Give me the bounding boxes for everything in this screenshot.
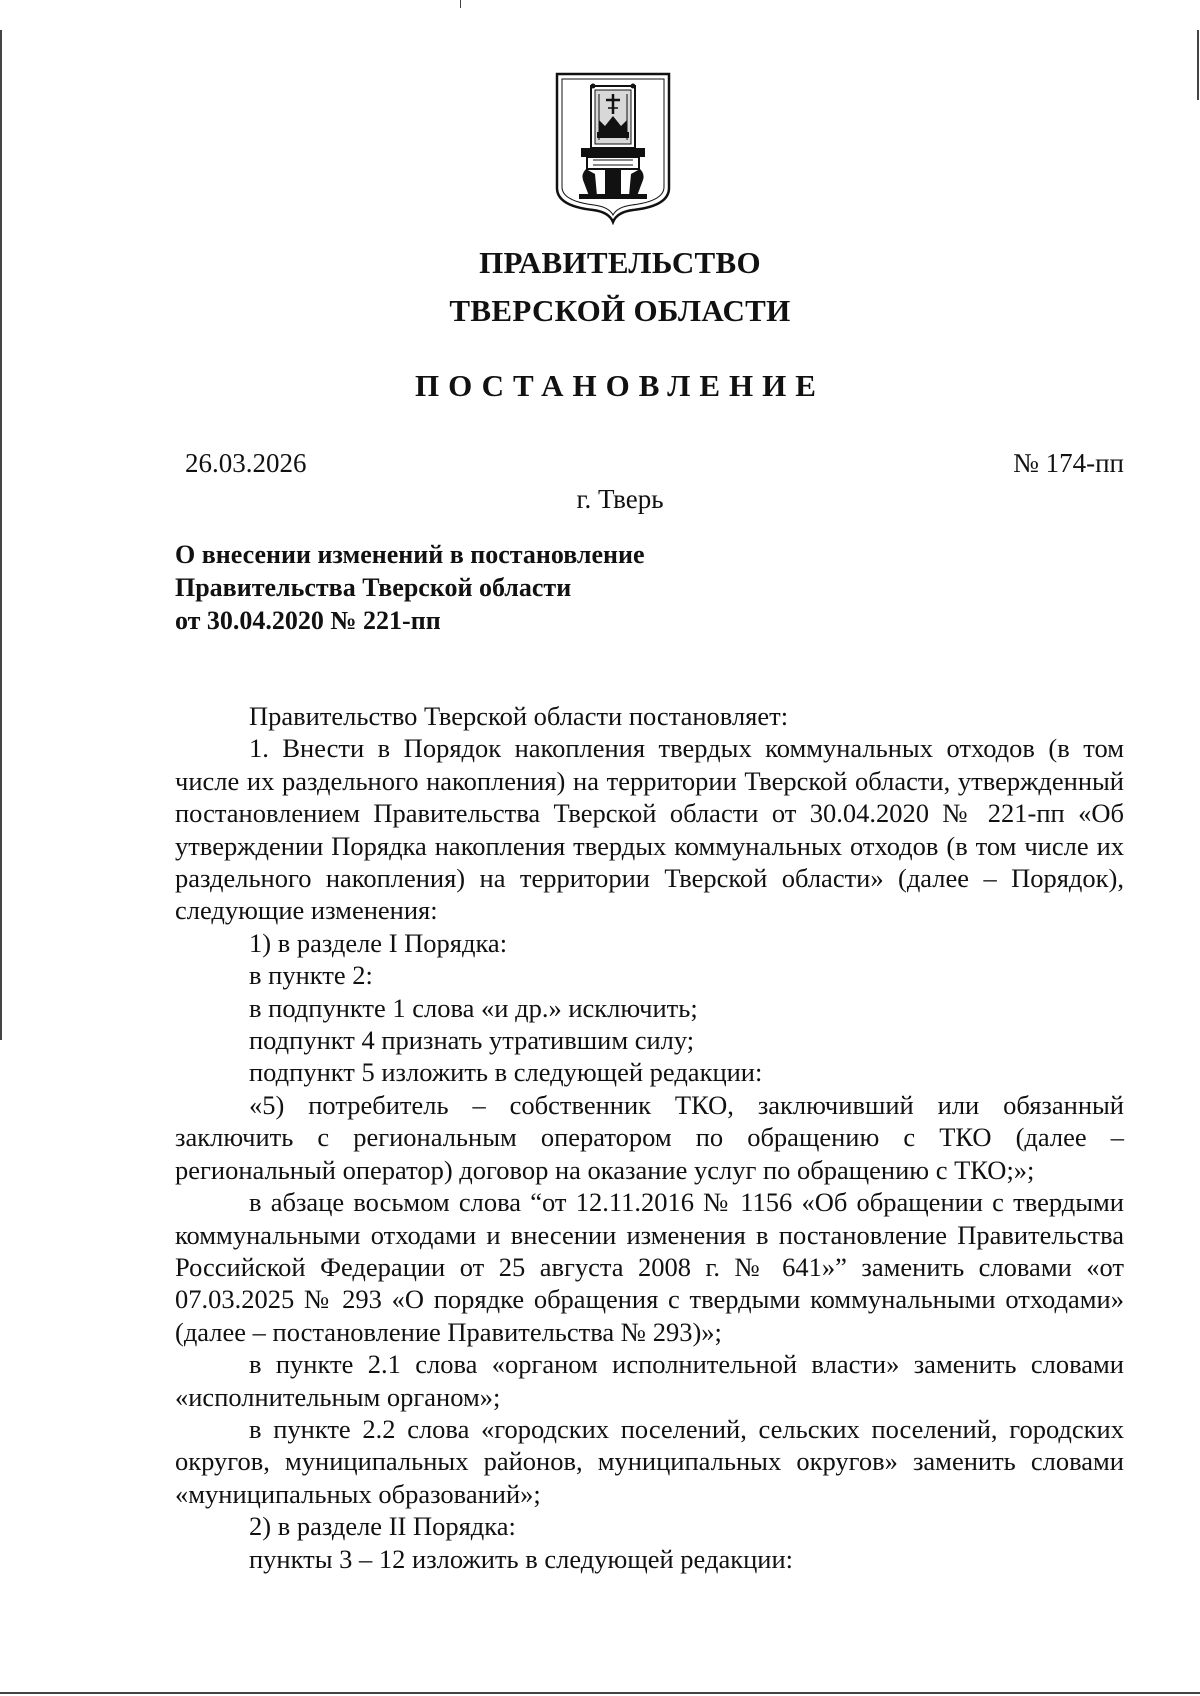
body-paragraph: в пункте 2: xyxy=(249,960,373,991)
document-type: ПОСТАНОВЛЕНИЕ xyxy=(415,368,825,403)
body-paragraph: 1) в разделе I Порядка: xyxy=(249,927,508,958)
scan-edge-top xyxy=(460,0,461,8)
body-paragraph: Правительство Тверской области постановляет: xyxy=(249,701,789,731)
subject-line2: Правительства Тверской области xyxy=(175,573,572,602)
org-name-line1: ПРАВИТЕЛЬСТВО xyxy=(479,245,761,280)
scan-edge-bottom xyxy=(0,1692,1200,1694)
body-paragraph: подпункт 5 изложить в следующей редакции: xyxy=(249,1057,763,1088)
body-paragraph: 1. Внести в Порядок накопления твердых коммунальных отходов (в том числе их раздельного накопления) на территории Тверской области, утвержденный постановлением Правительства Тверской области от 30.04.2020 № 221-пп «Об утверждении Порядка накопления твердых коммунальных отходов (в том числе их раздельного накопления) на территории Тверской области» (далее – Порядок), следующие изменения: xyxy=(175,733,1124,926)
body-paragraph: в подпункте 1 слова «и др.» исключить; xyxy=(249,992,698,1023)
subject-line1: О внесении изменений в постановление xyxy=(175,540,645,569)
scan-edge-left xyxy=(0,30,2,1040)
document-date: 26.03.2026 xyxy=(185,448,307,478)
org-name-line2: ТВЕРСКОЙ ОБЛАСТИ xyxy=(449,293,791,328)
coat-of-arms-icon xyxy=(553,70,673,225)
body-paragraph: в пункте 2.2 слова «городских поселений, сельских поселений, городских округов, муниципальных районов, муниципальных округов» заменить словами «муниципальных образований»; xyxy=(175,1413,1124,1509)
body-paragraph: в пункте 2.1 слова «органом исполнительной власти» заменить словами «исполнительным органом»; xyxy=(175,1349,1124,1412)
document-body xyxy=(175,700,1124,1575)
body-paragraph: в абзаце восьмом слова “от 12.11.2016 № 1156 «Об обращении с твердыми коммунальными отходами и внесении изменения в постановление Правительства Российской Федерации от 25 августа 2008 г. № 641»” заменить словами «от 07.03.2025 № 293 «О порядке обращения с твердыми коммунальными отходами» (далее – постановление Правительства № 293)»; xyxy=(175,1187,1124,1347)
document-city: г. Тверь xyxy=(576,484,664,514)
body-paragraph: «5) потребитель – собственник ТКО, заключивший или обязанный заключить с региональным оператором по обращению с ТКО (далее – региональный оператор) договор на оказание услуг по обращению с ТКО;»; xyxy=(175,1089,1124,1185)
scan-edge-right xyxy=(1197,30,1199,100)
body-paragraph: 2) в разделе II Порядка: xyxy=(249,1511,516,1542)
subject-line3: от 30.04.2020 № 221-пп xyxy=(175,606,441,635)
body-paragraph: пункты 3 – 12 изложить в следующей редакции: xyxy=(249,1543,794,1574)
document-number: № 174-пп xyxy=(1013,448,1124,478)
body-paragraph: подпункт 4 признать утратившим силу; xyxy=(249,1025,695,1056)
document-subject xyxy=(175,538,875,637)
